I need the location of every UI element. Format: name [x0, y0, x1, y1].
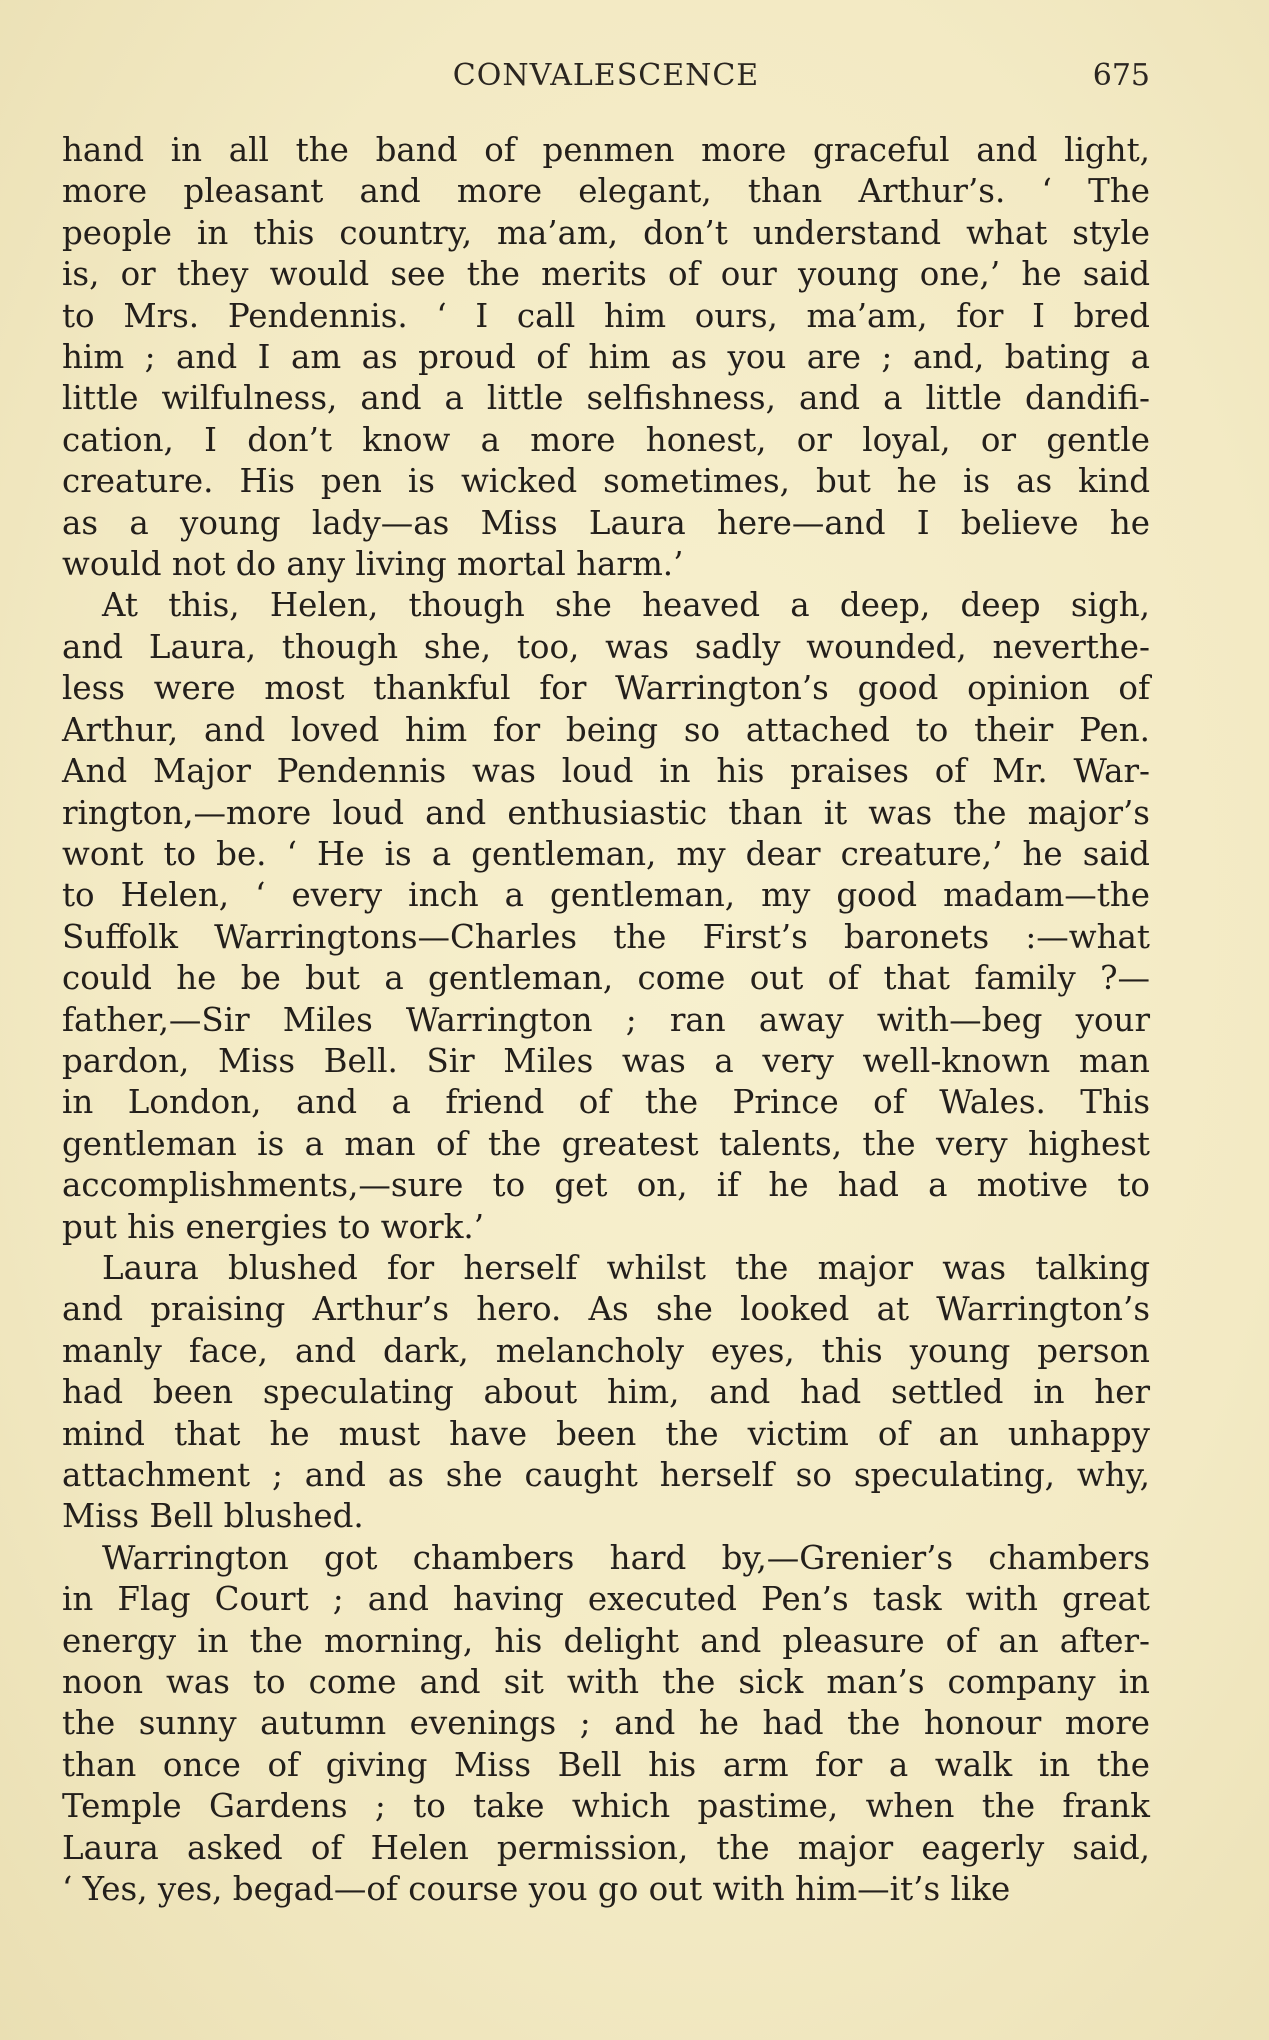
paragraph	[62, 130, 1150, 585]
text-line: less were most thankful for Warrington’s good opinion of	[62, 669, 1150, 708]
text-line: At this, Helen, though she heaved a deep, deep sigh,	[102, 586, 1150, 625]
text-line: would not do any living mortal harm.’	[62, 545, 684, 584]
text-line: rington,—more loud and enthusiastic than it was the major’s	[62, 793, 1150, 832]
text-line: and praising Arthur’s hero. As she looked at Warrington’s	[62, 1290, 1150, 1329]
text-line: wont to be. ‘ He is a gentleman, my dear creature,’ he said	[62, 834, 1150, 873]
text-line: in London, and a friend of the Prince of Wales. This	[62, 1083, 1150, 1122]
text-line: Laura asked of Helen permission, the major eagerly said,	[62, 1828, 1150, 1867]
text-line: Temple Gardens ; to take which pastime, when the frank	[62, 1787, 1150, 1826]
paragraph	[62, 585, 1150, 1248]
text-line: Miss Bell blushed.	[62, 1497, 364, 1536]
text-line: Warrington got chambers hard by,—Grenier’s chambers	[102, 1538, 1150, 1577]
text-line: could he be but a gentleman, come out of that family ?—	[62, 959, 1150, 998]
running-title: CONVALESCENCE	[452, 58, 760, 93]
text-line: people in this country, ma’am, don’t understand what style	[62, 213, 1150, 252]
text-line: had been speculating about him, and had settled in her	[62, 1373, 1150, 1412]
text-line: gentleman is a man of the greatest talents, the very highest	[62, 1124, 1150, 1163]
paragraph	[62, 1248, 1150, 1538]
body-text	[62, 130, 1150, 1910]
text-line: in Flag Court ; and having executed Pen’s task with great	[62, 1580, 1150, 1619]
text-line: Laura blushed for herself whilst the major was talking	[102, 1248, 1150, 1287]
text-line: noon was to come and sit with the sick man’s company in	[62, 1663, 1150, 1702]
text-line: manly face, and dark, melancholy eyes, this young person	[62, 1331, 1150, 1370]
text-line: the sunny autumn evenings ; and he had the honour more	[62, 1704, 1150, 1743]
text-line: than once of giving Miss Bell his arm for a walk in the	[62, 1745, 1150, 1784]
text-line: Suffolk Warringtons—Charles the First’s baronets :—what	[62, 917, 1150, 956]
text-line: pardon, Miss Bell. Sir Miles was a very well-known man	[62, 1041, 1150, 1080]
paragraph	[62, 1538, 1150, 1911]
text-line: as a young lady—as Miss Laura here—and I believe he	[62, 503, 1150, 542]
text-line: put his energies to work.’	[62, 1207, 485, 1246]
text-line: little wilfulness, and a little selfishness, and a little dandifi-	[62, 379, 1150, 418]
text-line: And Major Pendennis was loud in his praises of Mr. War-	[62, 752, 1150, 791]
page-header	[62, 50, 1150, 100]
text-line: to Mrs. Pendennis. ‘ I call him ours, ma’am, for I bred	[62, 296, 1150, 335]
text-line: attachment ; and as she caught herself so speculating, why,	[62, 1456, 1150, 1494]
text-line: cation, I don’t know a more honest, or loyal, or gentle	[62, 420, 1150, 459]
text-line: to Helen, ‘ every inch a gentleman, my good madam—the	[62, 876, 1150, 915]
text-line: is, or they would see the merits of our young one,’ he said	[62, 255, 1150, 294]
text-line: mind that he must have been the victim of an unhappy	[62, 1414, 1150, 1453]
text-line: him ; and I am as proud of him as you are ; and, bating a	[62, 338, 1150, 377]
text-line: ‘ Yes, yes, begad—of course you go out with him—it’s like	[62, 1870, 1011, 1909]
page-number: 675	[1092, 58, 1150, 93]
text-line: hand in all the band of penmen more graceful and light,	[62, 131, 1150, 169]
text-line: creature. His pen is wicked sometimes, but he is as kind	[62, 462, 1150, 501]
text-line: Arthur, and loved him for being so attached to their Pen.	[62, 710, 1150, 749]
text-line: energy in the morning, his delight and pleasure of an after-	[62, 1621, 1150, 1660]
text-line: and Laura, though she, too, was sadly wounded, neverthe-	[62, 627, 1150, 666]
text-line: father,—Sir Miles Warrington ; ran away with—beg your	[62, 1000, 1150, 1039]
text-line: more pleasant and more elegant, than Arthur’s. ‘ The	[62, 172, 1150, 211]
text-line: accomplishments,—sure to get on, if he had a motive to	[62, 1166, 1150, 1205]
